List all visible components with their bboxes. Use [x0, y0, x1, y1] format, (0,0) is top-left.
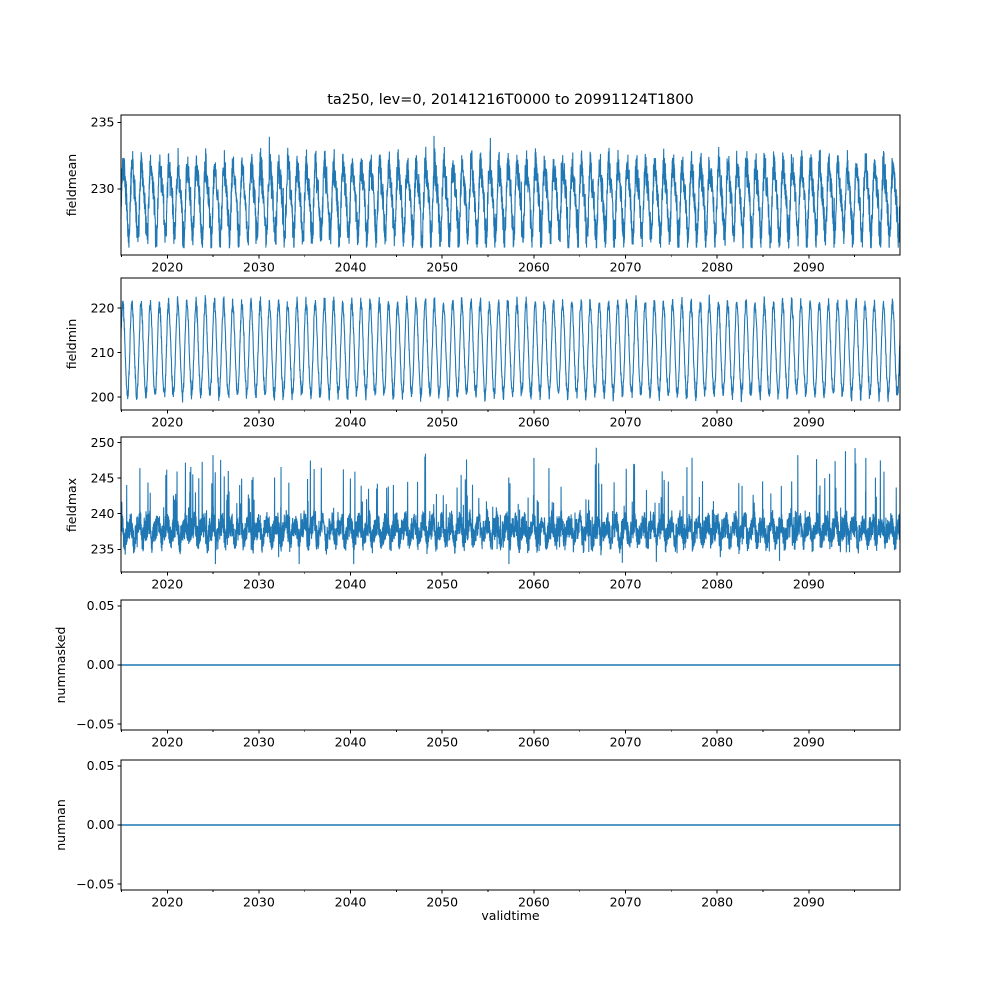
- x-tick-label: 2080: [701, 734, 734, 750]
- series-fieldmean: [121, 136, 900, 248]
- x-tick-label: 2050: [426, 894, 459, 910]
- x-tick-label: 2030: [243, 576, 275, 592]
- x-tick-label: 2060: [517, 734, 550, 750]
- x-tick-label: 2040: [334, 259, 367, 275]
- x-tick-label: 2080: [701, 414, 734, 430]
- x-tick-label: 2090: [792, 259, 825, 275]
- x-tick-label: 2020: [151, 414, 184, 430]
- x-tick-label: 2030: [243, 414, 275, 430]
- y-tick-label: 220: [90, 300, 115, 316]
- x-tick-label: 2050: [426, 259, 459, 275]
- y-tick-label: 235: [90, 541, 115, 557]
- y-tick-label: 0.05: [86, 598, 115, 614]
- x-tick-label: 2090: [792, 894, 825, 910]
- x-tick-label: 2050: [426, 734, 459, 750]
- x-tick-label: 2040: [334, 414, 367, 430]
- x-tick-label: 2030: [243, 734, 275, 750]
- x-tick-label: 2060: [517, 894, 550, 910]
- x-tick-label: 2060: [517, 576, 550, 592]
- y-axis-label-fieldmean: fieldmean: [64, 153, 79, 217]
- series-fieldmin: [121, 295, 900, 403]
- x-tick-label: 2070: [609, 576, 642, 592]
- x-tick-label: 2070: [609, 259, 642, 275]
- x-tick-label: 2040: [334, 734, 367, 750]
- x-tick-label: 2060: [517, 414, 550, 430]
- x-tick-label: 2050: [426, 414, 459, 430]
- x-tick-label: 2040: [334, 894, 367, 910]
- x-tick-label: 2020: [151, 894, 184, 910]
- x-axis-label: validtime: [481, 908, 540, 923]
- subplot-fieldmax: [91, 435, 900, 592]
- y-tick-label: 230: [90, 181, 115, 197]
- x-tick-label: 2070: [609, 414, 642, 430]
- x-tick-label: 2030: [243, 894, 275, 910]
- x-tick-label: 2050: [426, 576, 459, 592]
- y-tick-label: 250: [90, 434, 115, 450]
- x-tick-label: 2080: [701, 894, 734, 910]
- y-axis-label-fieldmin: fieldmin: [64, 318, 79, 370]
- y-tick-label: −0.05: [76, 716, 115, 732]
- y-tick-label: 200: [90, 389, 115, 405]
- y-tick-label: 0.00: [86, 817, 115, 833]
- x-tick-label: 2090: [792, 734, 825, 750]
- series-fieldmax: [121, 448, 900, 564]
- y-tick-label: −0.05: [76, 876, 115, 892]
- subplot-fieldmin: [91, 278, 900, 430]
- x-tick-label: 2080: [701, 576, 734, 592]
- y-tick-label: 0.05: [86, 758, 115, 774]
- x-tick-label: 2020: [151, 576, 184, 592]
- y-axis-label-numnan: numnan: [53, 799, 68, 851]
- x-tick-label: 2040: [334, 576, 367, 592]
- y-tick-label: 0.00: [86, 657, 115, 673]
- x-tick-label: 2080: [701, 259, 734, 275]
- x-tick-label: 2030: [243, 259, 275, 275]
- subplot-fieldmean: [91, 115, 900, 275]
- x-tick-label: 2070: [609, 734, 642, 750]
- y-tick-label: 240: [90, 505, 115, 521]
- chart-title: ta250, lev=0, 20141216T0000 to 20991124T1800: [327, 92, 694, 108]
- x-tick-label: 2020: [151, 259, 184, 275]
- x-tick-label: 2090: [792, 576, 825, 592]
- y-tick-label: 245: [90, 470, 115, 486]
- x-tick-label: 2060: [517, 259, 550, 275]
- y-tick-label: 210: [90, 344, 115, 360]
- y-tick-label: 235: [90, 114, 115, 130]
- x-tick-label: 2020: [151, 734, 184, 750]
- x-tick-label: 2090: [792, 414, 825, 430]
- x-tick-label: 2070: [609, 894, 642, 910]
- subplot-nummasked: [76, 598, 900, 749]
- y-axis-label-nummasked: nummasked: [53, 626, 68, 704]
- subplot-numnan: [76, 758, 900, 909]
- y-axis-label-fieldmax: fieldmax: [64, 477, 79, 532]
